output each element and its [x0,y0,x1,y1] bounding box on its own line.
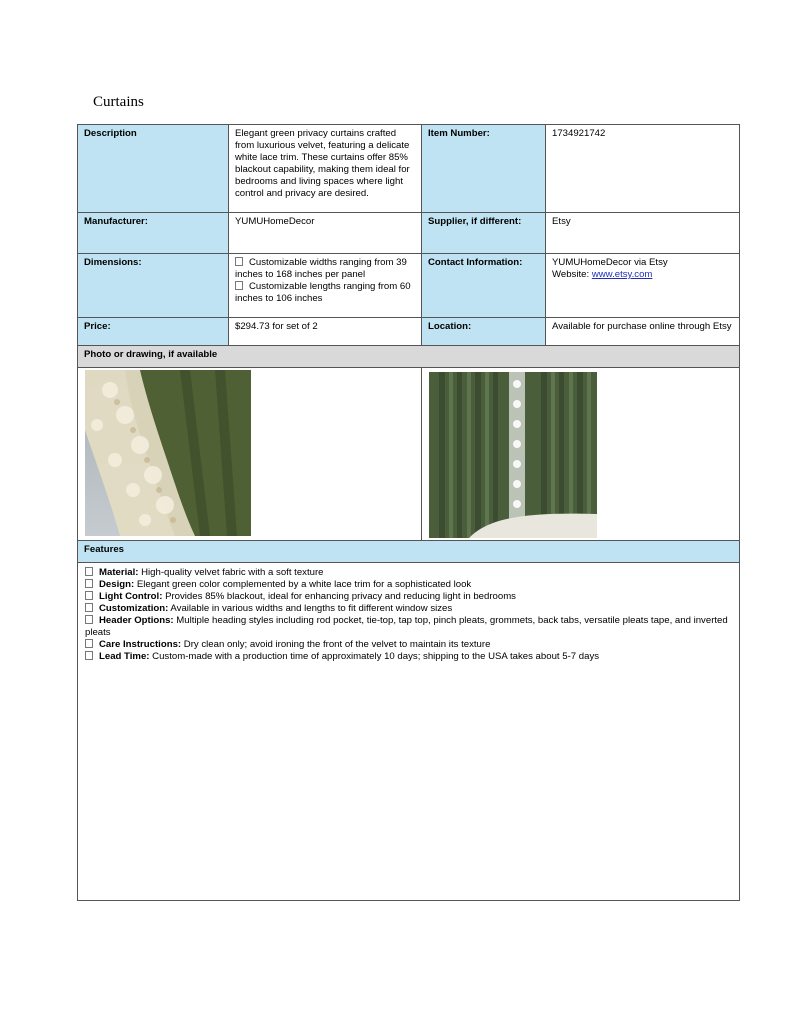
dimension-item [235,257,415,281]
item-number-label: Item Number: [422,125,546,213]
dimension-item-text: Customizable lengths ranging from 60 inches to 106 inches [235,281,411,304]
bullet-box-icon [85,591,93,600]
contact-line: YUMUHomeDecor via Etsy [552,257,668,268]
features-header: Features [78,541,740,563]
feature-label: Design: [99,579,135,590]
item-number-value: 1734921742 [546,125,740,213]
lace-trim-photo [85,370,251,536]
bullet-box-icon [235,257,243,266]
row-photo-header [78,346,740,368]
feature-text: Dry clean only; avoid ironing the front of the velvet to maintain its texture [181,639,491,650]
feature-item [85,615,732,639]
row-price [78,318,740,346]
feature-item [85,579,732,591]
row-features-header [78,541,740,563]
dimensions-label: Dimensions: [78,254,229,318]
feature-label: Lead Time: [99,651,150,662]
feature-label: Material: [99,567,139,578]
curtain-room-photo [429,372,597,538]
bullet-box-icon [85,615,93,624]
row-description [78,125,740,213]
row-dimensions [78,254,740,318]
row-features [78,563,740,901]
bullet-box-icon [235,281,243,290]
feature-label: Care Instructions: [99,639,182,650]
manufacturer-label: Manufacturer: [78,213,229,254]
price-value: $294.73 for set of 2 [229,318,422,346]
location-value: Available for purchase online through Etsy [546,318,740,346]
feature-text: High-quality velvet fabric with a soft texture [138,567,324,578]
page-title: Curtains [93,94,144,110]
description-label: Description [78,125,229,213]
feature-text: Elegant green color complemented by a white lace trim for a sophisticated look [134,579,472,590]
bullet-box-icon [85,639,93,648]
bullet-box-icon [85,579,93,588]
dimension-item [235,281,415,305]
feature-text: Multiple heading styles including rod pocket, tie-top, tap top, pinch pleats, grommets, back tabs, versatile pleats tape, and inverted pleats [85,615,728,638]
feature-item [85,591,732,603]
feature-item [85,651,732,663]
row-photos [78,368,740,541]
contact-value [546,254,740,318]
manufacturer-value: YUMUHomeDecor [229,213,422,254]
dimension-item-text: Customizable widths ranging from 39 inches to 168 inches per panel [235,257,407,280]
supplier-value: Etsy [546,213,740,254]
feature-label: Light Control: [99,591,163,602]
feature-text: Provides 85% blackout, ideal for enhancing privacy and reducing light in bedrooms [162,591,516,602]
photo-header: Photo or drawing, if available [78,346,740,368]
feature-item [85,639,732,651]
price-label: Price: [78,318,229,346]
feature-label: Header Options: [99,615,174,626]
feature-label: Customization: [99,603,169,614]
contact-website [552,269,733,281]
location-label: Location: [422,318,546,346]
row-manufacturer [78,213,740,254]
description-value: Elegant green privacy curtains crafted from luxurious velvet, featuring a delicate white lace trim. These curtains offer 85% blackout capability, making them ideal for bedrooms and living spaces where light control and privacy are desired. [229,125,422,213]
photo-cell-left [78,368,422,541]
etsy-website-link[interactable]: www.etsy.com [591,269,653,280]
feature-text: Custom-made with a production time of approximately 10 days; shipping to the USA takes about 5-7 days [149,651,600,662]
photo-cell-right [422,368,740,541]
supplier-label: Supplier, if different: [422,213,546,254]
bullet-box-icon [85,651,93,660]
feature-text: Available in various widths and lengths to fit different window sizes [168,603,453,614]
dimensions-value [229,254,422,318]
feature-item [85,567,732,579]
website-prefix: Website: [552,269,592,280]
spec-table [77,124,740,901]
bullet-box-icon [85,603,93,612]
contact-label: Contact Information: [422,254,546,318]
bullet-box-icon [85,567,93,576]
feature-item [85,603,732,615]
features-list [78,563,740,901]
